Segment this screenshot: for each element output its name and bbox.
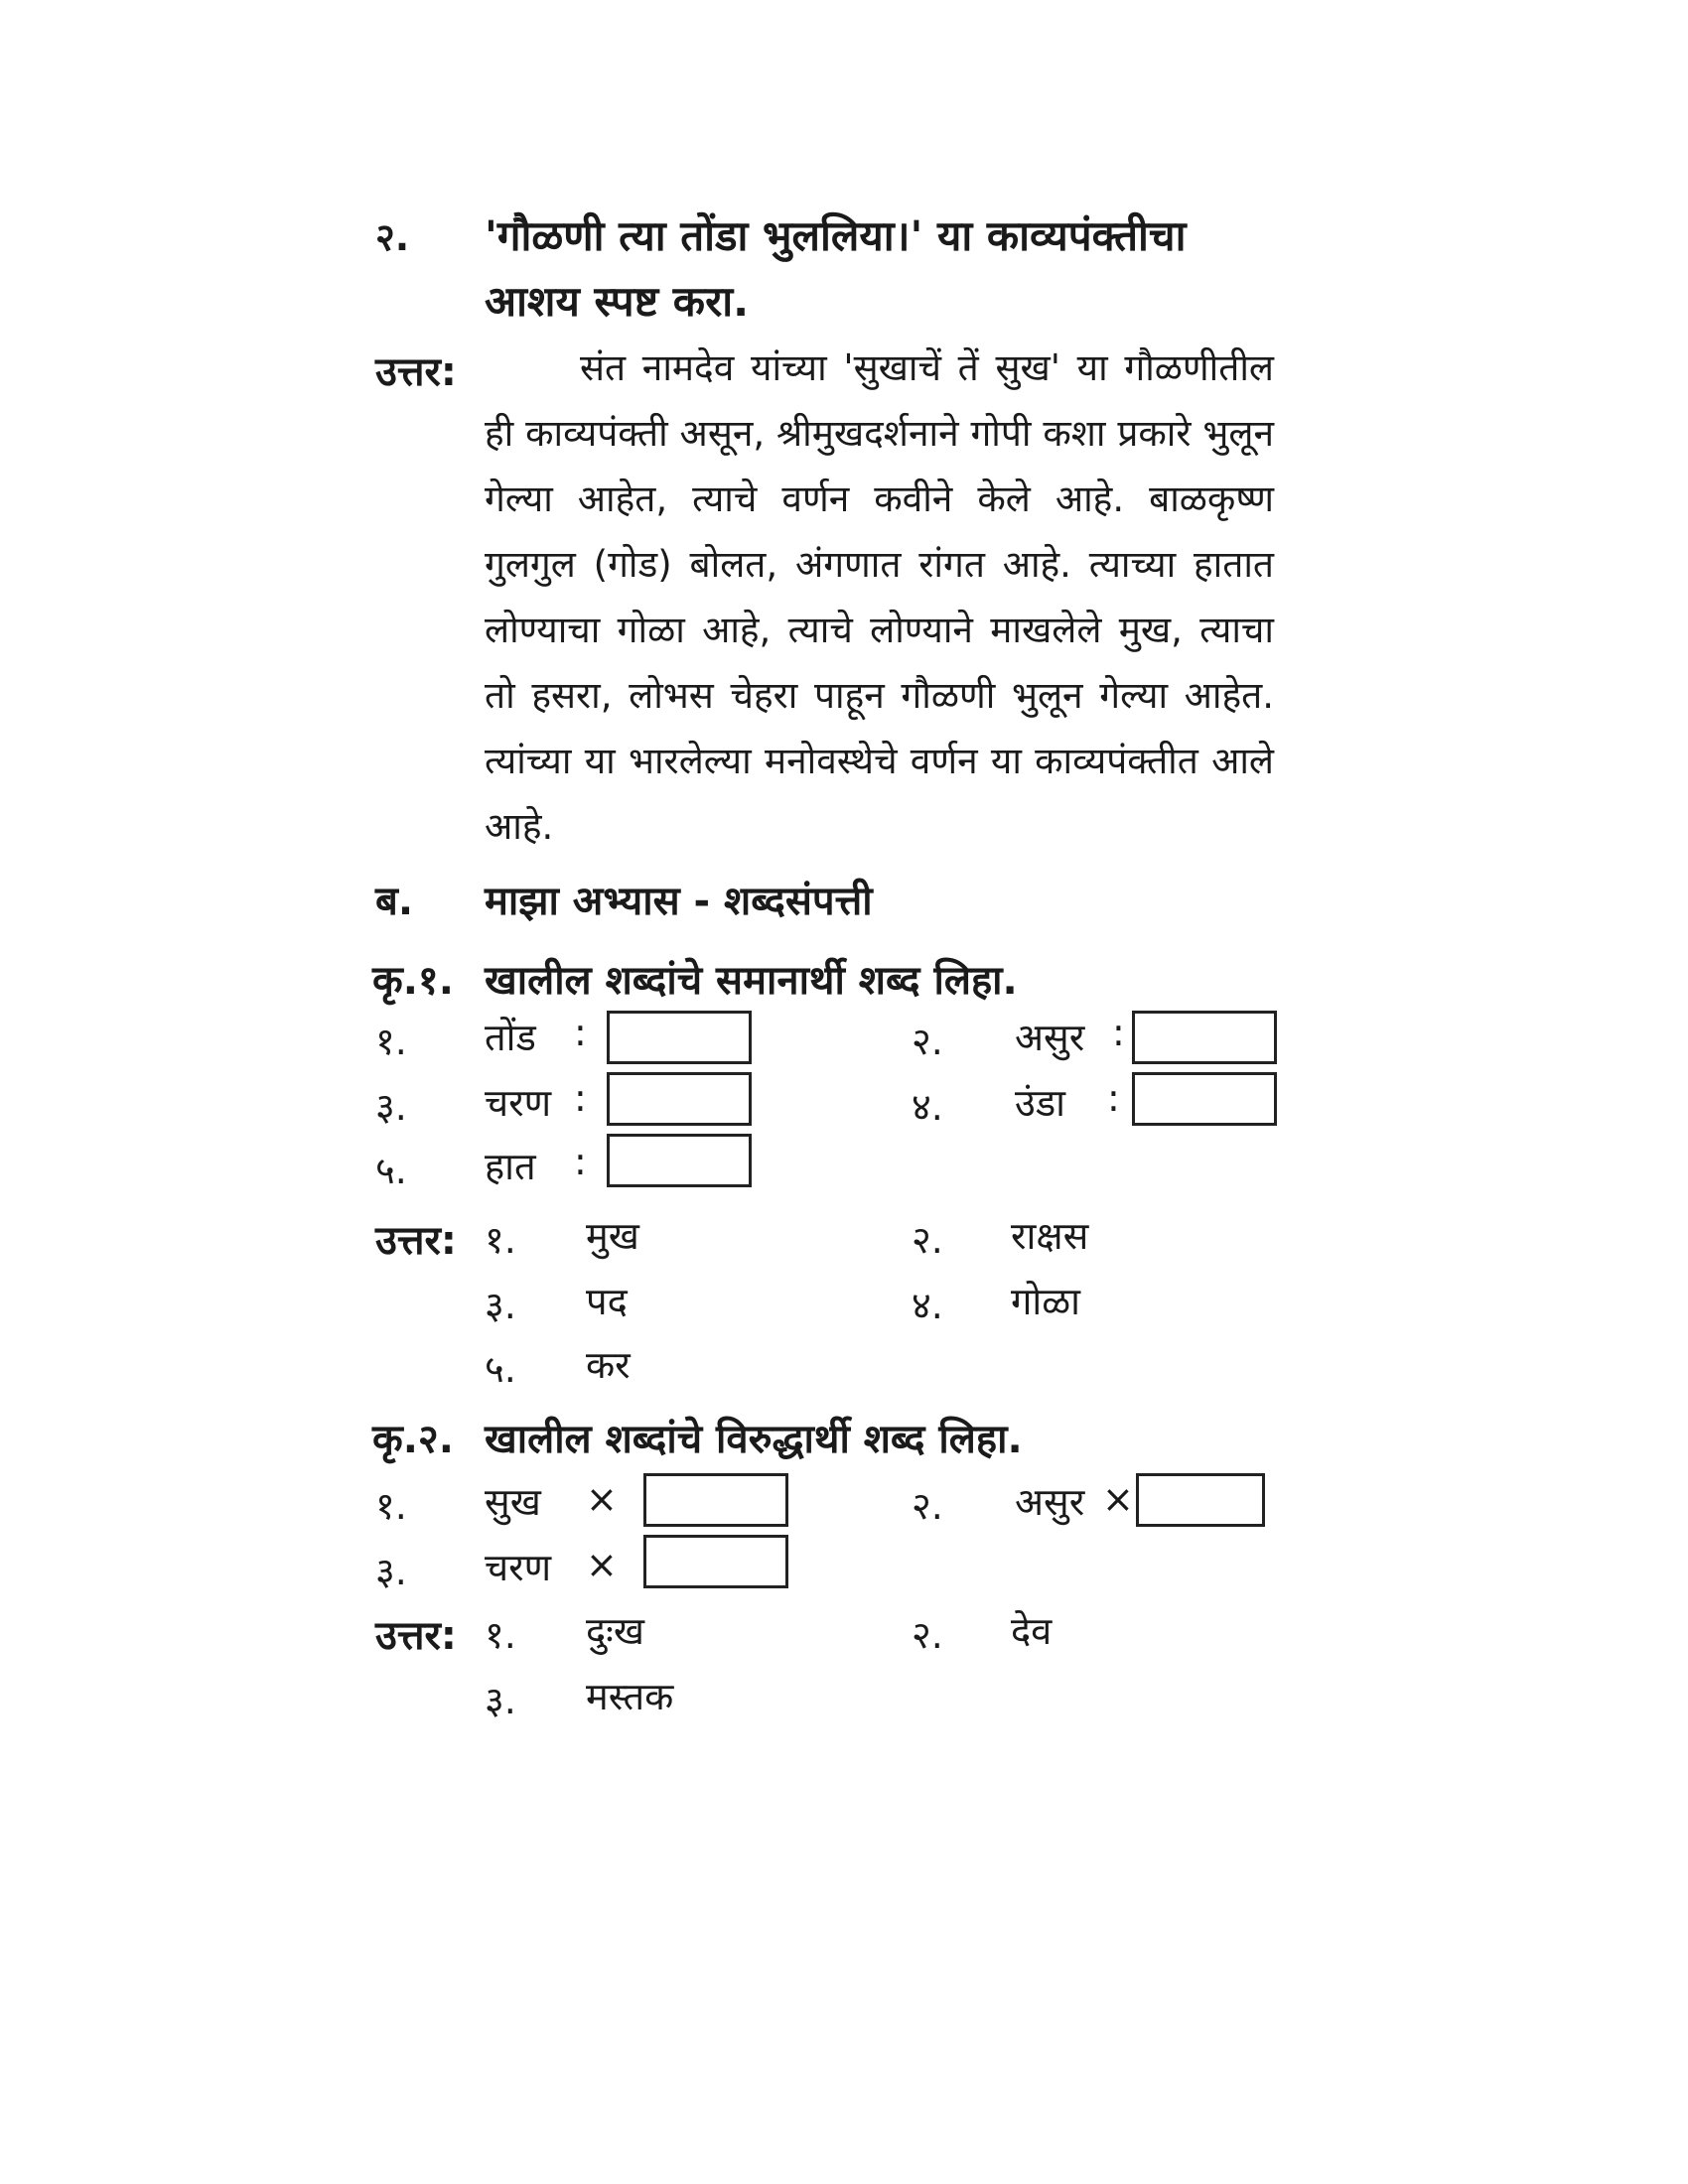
answer-number: १. <box>485 1218 516 1262</box>
item-word: चरण <box>485 1081 552 1125</box>
item-number: १. <box>375 1020 407 1063</box>
item-number: २. <box>912 1484 943 1528</box>
answer-label: उत्तर: <box>375 1613 457 1659</box>
activity-2-instruction: खालील शब्दांचे विरुद्धार्थी शब्द लिहा. <box>485 1417 1023 1462</box>
item-separator: : <box>1112 1011 1125 1054</box>
answer-box[interactable] <box>643 1473 788 1527</box>
answer-word: मुख <box>586 1214 639 1258</box>
item-word: तोंड <box>485 1016 536 1059</box>
item-separator: × <box>586 1543 618 1586</box>
item-separator: × <box>1102 1477 1134 1521</box>
activity-1-label: कृ.१. <box>372 958 454 1004</box>
question-text: 'गौळणी त्या तोंडा भुललिया।' या काव्यपंक्तीचा आशय स्पष्ट करा. <box>485 211 1187 326</box>
item-word: असुर <box>1015 1480 1085 1524</box>
activity-1-instruction: खालील शब्दांचे समानार्थी शब्द लिहा. <box>485 958 1018 1004</box>
answer-box[interactable] <box>1136 1473 1265 1527</box>
answer-word: राक्षस <box>1011 1214 1089 1258</box>
item-word: असुर <box>1015 1016 1085 1059</box>
answer-number: २. <box>912 1613 943 1657</box>
item-number: ५. <box>375 1149 407 1192</box>
answer-box[interactable] <box>607 1072 752 1126</box>
item-word: चरण <box>485 1546 552 1589</box>
answer-box[interactable] <box>1132 1011 1277 1064</box>
answer-box[interactable] <box>643 1535 788 1588</box>
answer-label: उत्तर: <box>375 1218 457 1264</box>
answer-box[interactable] <box>1132 1072 1277 1126</box>
answer-box[interactable] <box>607 1134 752 1187</box>
item-number: ३. <box>375 1550 407 1593</box>
answer-number: ३. <box>485 1284 516 1327</box>
answer-number: २. <box>912 1218 943 1262</box>
item-number: २. <box>912 1020 943 1063</box>
answer-number: ३. <box>485 1679 516 1722</box>
item-separator: : <box>574 1076 587 1120</box>
answer-paragraph <box>485 336 1274 860</box>
answer-word: मस्तक <box>586 1675 674 1718</box>
answer-box[interactable] <box>607 1011 752 1064</box>
answer-label: उत्तर: <box>375 349 457 395</box>
answer-word: पद <box>586 1280 628 1323</box>
answer-word: दुःख <box>586 1609 644 1653</box>
question-number: २. <box>375 215 410 259</box>
item-separator: : <box>1107 1076 1120 1120</box>
item-word: सुख <box>485 1480 541 1524</box>
activity-2-label: कृ.२. <box>372 1417 454 1462</box>
answer-text: संत नामदेव यांच्या 'सुखाचें तें सुख' या गौळणीतील ही काव्यपंक्ती असून, श्रीमुखदर्शनाने गोपी कशा प्रकारे भुलून गेल्या आहेत, त्याचे वर्णन कवीने केले आहे. बाळकृष्ण गुलगुल (गोड) बोलत, अंगणात रांगत आहे. त्याच्या हातात लोण्याचा गोळा आहे, त्याचे लोण्याने माखलेले मुख, त्याचा तो हसरा, लोभस चेहरा पाहून गौळणी भुलून गेल्या आहेत. त्यांच्या या भारलेल्या मनोवस्थेचे वर्णन या काव्यपंक्तीत आले आहे. <box>485 346 1274 848</box>
section-title: माझा अभ्यास - शब्दसंपत्ती <box>485 879 873 924</box>
item-number: १. <box>375 1484 407 1528</box>
answer-number: १. <box>485 1613 516 1657</box>
item-word: उंडा <box>1015 1081 1065 1125</box>
item-separator: : <box>574 1140 587 1183</box>
item-word: हात <box>485 1145 536 1188</box>
answer-word: गोळा <box>1011 1280 1080 1323</box>
answer-number: ४. <box>912 1284 943 1327</box>
item-number: ४. <box>912 1085 943 1129</box>
answer-word: कर <box>586 1343 631 1387</box>
answer-word: देव <box>1011 1609 1053 1653</box>
item-separator: : <box>574 1011 587 1054</box>
section-label: ब. <box>375 879 414 924</box>
item-number: ३. <box>375 1085 407 1129</box>
item-separator: × <box>586 1477 618 1521</box>
answer-number: ५. <box>485 1347 516 1391</box>
